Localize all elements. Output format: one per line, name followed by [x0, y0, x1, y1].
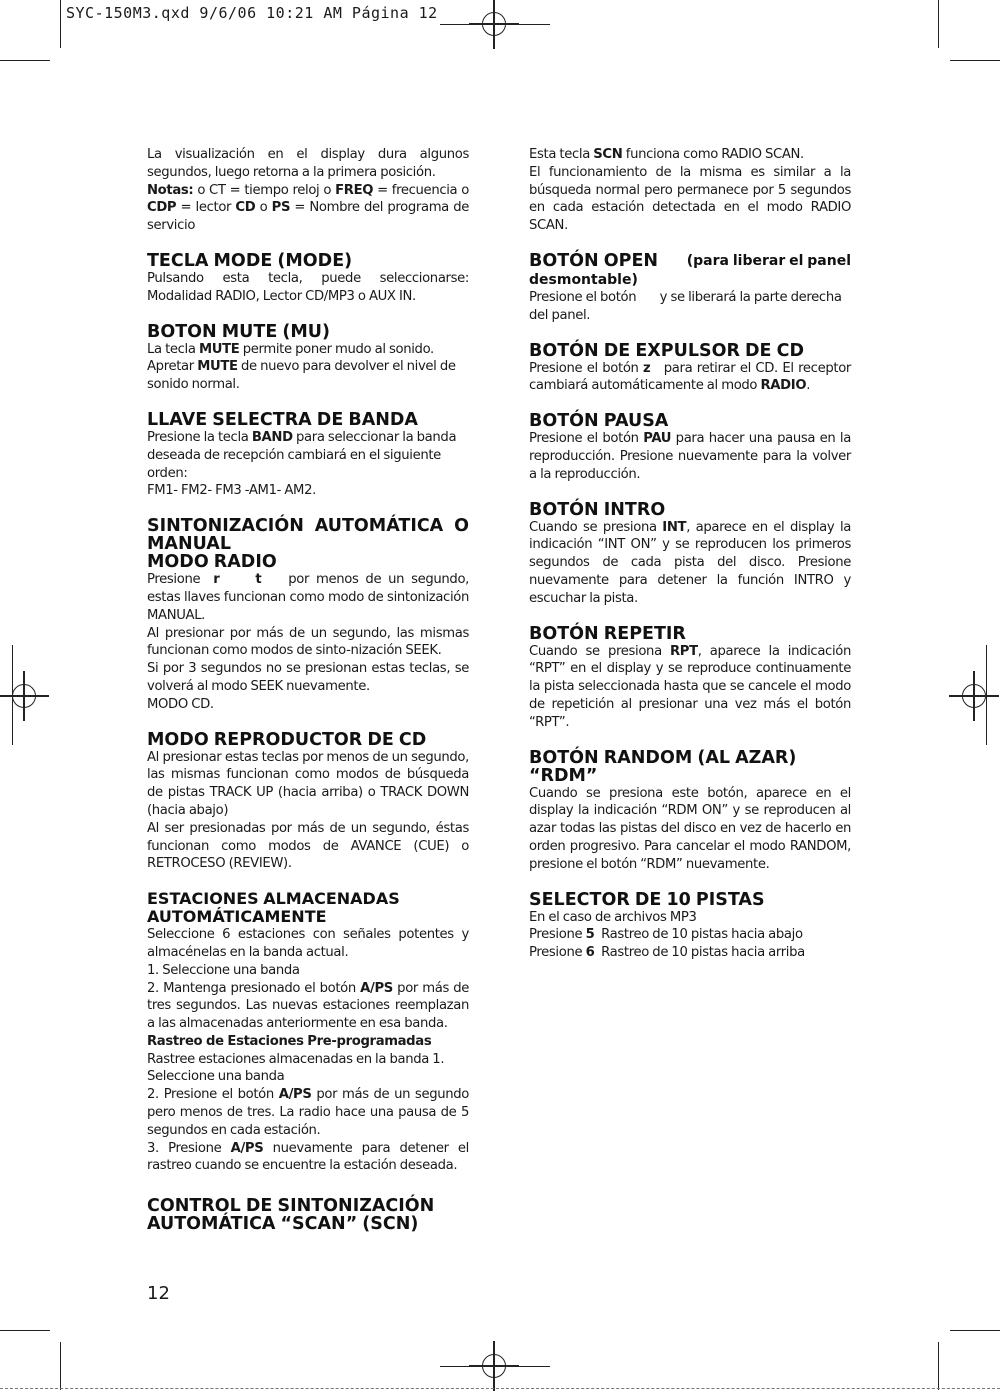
section-heading: BOTON MUTE (MU): [147, 321, 330, 342]
reproductor-cd-section: [147, 731, 469, 874]
section-body: 1. Seleccione una banda: [147, 962, 300, 978]
section-body: Si por 3 segundos no se presionan estas teclas, se volverá al modo SEEK nuevamente.: [147, 661, 469, 694]
crop-mark: [950, 1330, 1000, 1331]
selector-section: [529, 891, 851, 962]
section-heading: SELECTOR DE 10 PISTAS: [529, 889, 765, 910]
section-body: La tecla MUTE permite poner mudo al sonido. Apretar MUTE de nuevo para devolver el nivel de sonido normal.: [147, 341, 456, 393]
notas-paragraph: Notas: o CT = tiempo reloj o FREQ = frecuencia o CDP = lector CD o PS = Nombre del programa de servicio: [147, 182, 469, 234]
section-heading: TECLA MODE (MODE): [147, 250, 353, 271]
pausa-section: [529, 412, 851, 483]
section-body: Presione r t por menos de un segundo, estas llaves funcionan como modo de sintonización MANUAL.: [147, 572, 469, 623]
file-slug: SYC-150M3.qxd 9/6/06 10:21 AM Página 12: [66, 4, 438, 22]
section-heading: ESTACIONES ALMACENADAS: [147, 889, 400, 909]
intro-button-section: [529, 501, 851, 608]
sintonizacion-section: [147, 517, 469, 713]
section-heading: BOTÓN INTRO: [529, 499, 666, 520]
section-body: MODO CD.: [147, 696, 214, 712]
section-body: El funcionamiento de la misma es similar a la búsqueda normal pero permanece por 5 segundos en cada estación detectada en el modo RADIO SCAN.: [529, 164, 851, 234]
intro-section: [147, 146, 469, 235]
section-body: Presione el botón z para retirar el CD. El receptor cambiará automáticamente al modo RADIO.: [529, 360, 855, 394]
section-body: Al ser presionadas por más de un segundo, éstas funcionan como modos de AVANCE (CUE) o RETROCESO (REVIEW).: [147, 820, 469, 872]
scan-section: [529, 146, 851, 235]
section-body: Presione el botón PAU para hacer una pausa en la reproducción. Presione nuevamente para la volver a la reproducción.: [529, 431, 851, 482]
section-body: Presione el botón y se liberará la parte derecha del panel.: [529, 289, 845, 323]
eject-key: z: [643, 360, 651, 376]
section-heading: CONTROL DE SINTONIZACIÓN: [147, 1196, 435, 1217]
section-heading: BOTÓN PAUSA: [529, 411, 669, 432]
crop-mark: [938, 1342, 939, 1390]
section-body: Al presionar estas teclas por menos de un segundo, las mismas funcionan como modos de búsqueda de pistas TRACK UP (hacia arriba) o TRACK DOWN (hacia abajo): [147, 749, 469, 818]
tune-down-key: r: [213, 572, 220, 588]
section-body: Cuando se presiona INT, aparece en el display la indicación “INT ON” y se reproducen los primeros segundos de cada pista del disco. Presione nuevamente para detener la función INTRO y escuchar la pista.: [529, 519, 852, 606]
right-column: [529, 146, 855, 979]
boton-mute-section: [147, 323, 469, 394]
section-body: Presione 6 Rastreo de 10 pistas hacia arriba: [529, 945, 805, 961]
crop-mark: [938, 0, 939, 48]
section-heading: BOTÓN RANDOM (AL AZAR) “RDM”: [529, 747, 797, 786]
section-heading: BOTÓN OPEN (para liberar el panel: [529, 250, 851, 271]
page-number: 12: [147, 1283, 170, 1304]
section-body: 3. Presione A/PS nuevamente para detener el rastreo cuando se encuentre la estación deseada.: [147, 1140, 469, 1174]
section-heading: desmontable): [529, 271, 638, 288]
section-heading: LLAVE SELECTRA DE BANDA: [147, 409, 418, 430]
registration-mark-icon: [962, 684, 986, 708]
section-body: Rastree estaciones almacenadas en la banda 1.: [147, 1051, 445, 1067]
section-body: En el caso de archivos MP3: [529, 909, 697, 925]
section-heading: AUTOMÁTICAMENTE: [147, 907, 327, 927]
section-body: Esta tecla SCN funciona como RADIO SCAN.: [529, 147, 804, 162]
registration-mark-icon: [482, 1354, 506, 1378]
bottom-rule: [0, 1388, 1000, 1389]
repetir-section: [529, 625, 851, 732]
band-order: FM1- FM2- FM3 -AM1- AM2.: [147, 483, 316, 499]
registration-mark-icon: [482, 12, 506, 36]
section-heading: BOTÓN DE EXPULSOR DE CD: [529, 340, 804, 361]
llave-banda-section: [147, 411, 469, 500]
random-section: [529, 749, 851, 874]
tecla-mode-section: [147, 252, 469, 306]
estaciones-section: [147, 890, 469, 1175]
tune-up-key: t: [255, 572, 262, 588]
intro-line: La visualización en el display dura algunos segundos, luego retorna a la primera posición.: [147, 147, 469, 180]
section-body: Cuando se presiona este botón, aparece en el display la indicación “RDM ON” y se reproducen al azar todas las pistas del disco en vez de hacerlo en orden progresivo. Para cancelar el modo RANDOM, presione el botón “RDM” nuevamente.: [529, 785, 851, 872]
section-heading: MANUAL: [147, 534, 231, 555]
section-body: Cuando se presiona RPT, aparece la indicación “RPT” en el display y se reproduce continuamente la pista seleccionada hasta que se cancele el modo de repetición al presionar una vez más el botón “RPT”.: [529, 643, 851, 730]
section-heading: SINTONIZACIÓN AUTOMÁTICA O: [147, 516, 469, 537]
registration-mark-icon: [12, 684, 36, 708]
section-body: Al presionar por más de un segundo, las mismas funcionan como modos de sinto-nización SEEK.: [147, 625, 469, 659]
crop-mark: [60, 0, 61, 48]
section-body: Presione la tecla BAND para seleccionar la banda deseada de recepción cambiará en el siguiente orden:: [147, 429, 457, 481]
section-heading: MODO RADIO: [147, 552, 277, 573]
section-body: Seleccione 6 estaciones con señales potentes y almacénelas en la banda actual.: [147, 927, 469, 960]
section-body: 2. Mantenga presionado el botón A/PS por más de tres segundos. Las nuevas estaciones reemplazan a las almacenadas anteriormente en esa banda.: [147, 980, 469, 1032]
section-body: Presione 5 Rastreo de 10 pistas hacia abajo: [529, 927, 803, 943]
crop-mark: [0, 60, 50, 61]
left-column: [147, 146, 469, 1250]
section-body: Seleccione una banda: [147, 1069, 285, 1085]
crop-mark: [60, 1342, 61, 1390]
subheading: Rastreo de Estaciones Pre-programadas: [147, 1033, 432, 1049]
section-heading: MODO REPRODUCTOR DE CD: [147, 729, 427, 750]
section-body: 2. Presione el botón A/PS por más de un segundo pero menos de tres. La radio hace una pausa de 5 segundos en cada estación.: [147, 1087, 469, 1138]
boton-open-section: [529, 252, 851, 325]
section-body: Pulsando esta tecla, puede seleccionarse: Modalidad RADIO, Lector CD/MP3 o AUX IN.: [147, 270, 469, 304]
control-scan-section: [147, 1197, 469, 1233]
section-heading: AUTOMÁTICA “SCAN” (SCN): [147, 1214, 419, 1235]
crop-mark: [0, 1330, 50, 1331]
expulsor-section: [529, 340, 855, 396]
crop-mark: [950, 60, 1000, 61]
section-heading: BOTÓN REPETIR: [529, 623, 686, 644]
